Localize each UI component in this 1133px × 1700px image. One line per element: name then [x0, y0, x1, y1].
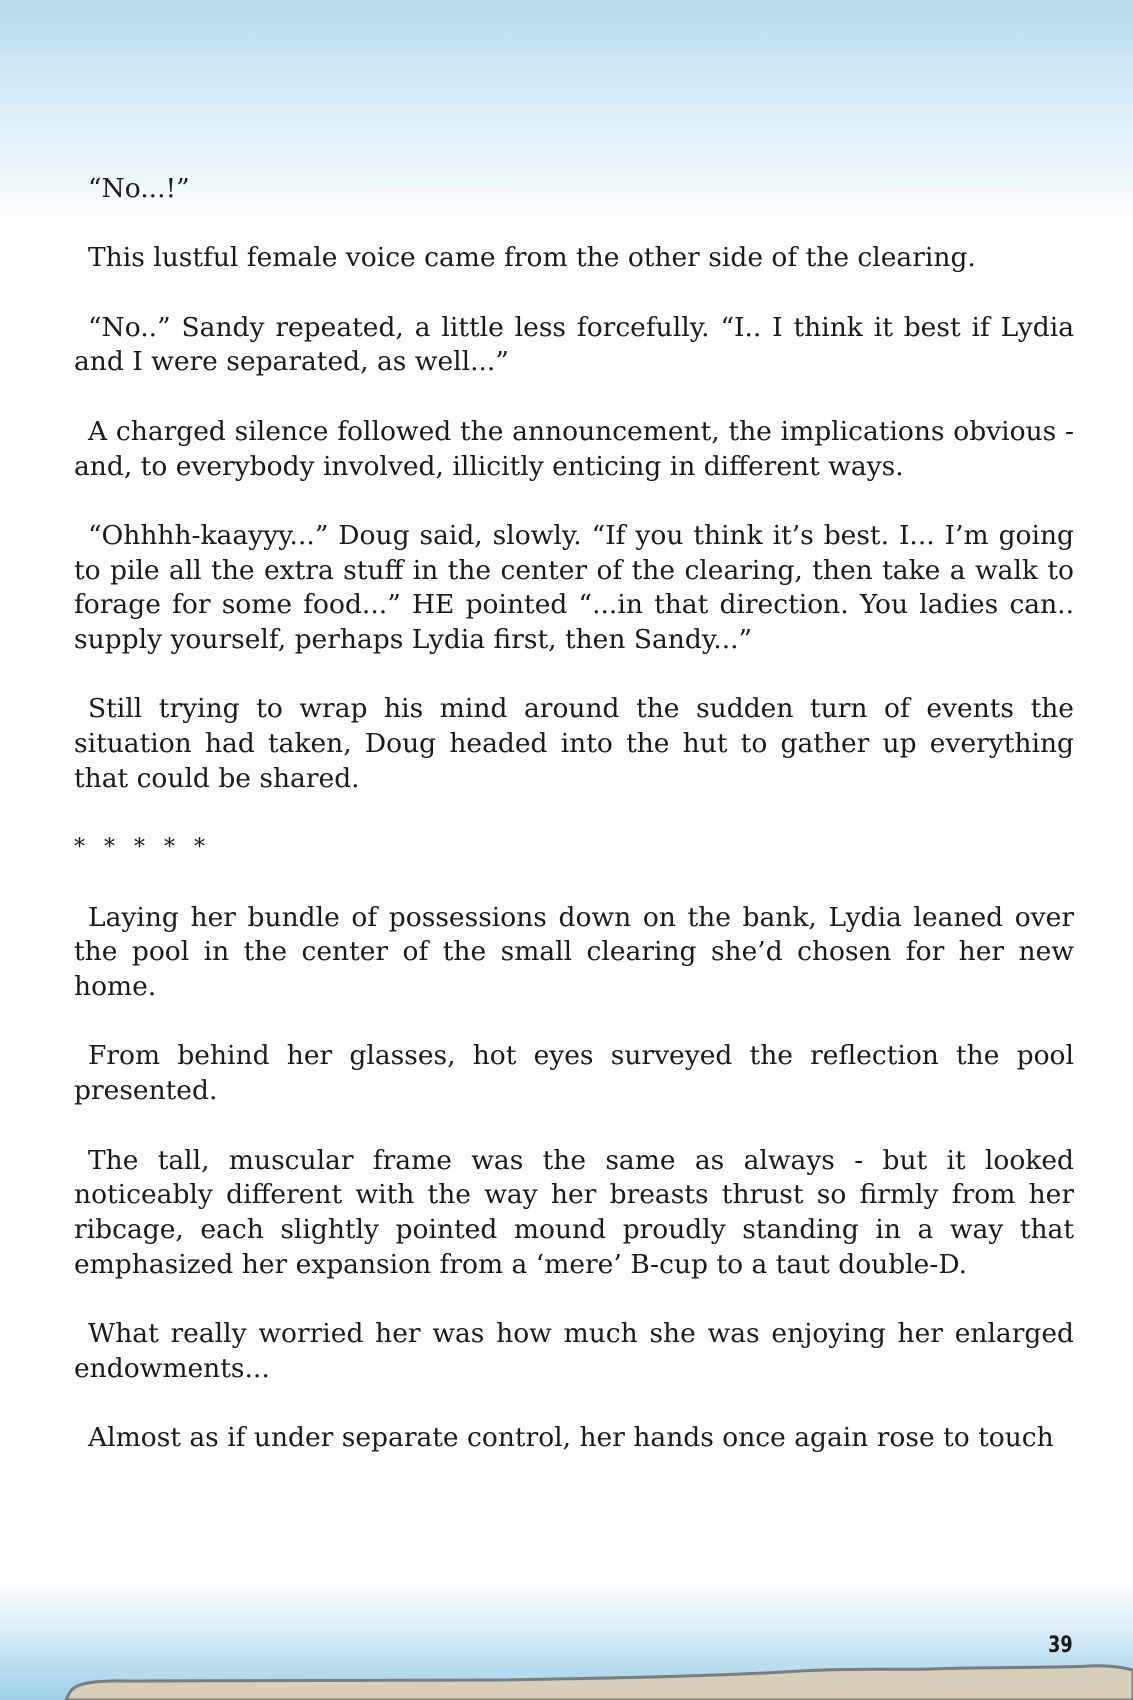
paragraph-1: “No...!”: [88, 173, 190, 204]
paragraph-8: From behind her glasses, hot eyes surveyed the reflection the pool presented.: [74, 1040, 1074, 1107]
story-text: [74, 172, 1074, 1491]
paragraph-11: Almost as if under separate control, her hands once again rose to touch: [88, 1422, 1054, 1454]
paragraph-3: “No..” Sandy repeated, a little less forcefully. “I.. I think it best if Lydia and I were separated, as well...”: [74, 311, 1074, 378]
paragraph-5: “Ohhhh-kaayyy...” Doug said, slowly. “If you think it’s best. I... I’m going to pile all the extra stuff in the center of the clearing, then take a walk to forage for some food...” HE pointed “...in that direction. You ladies can.. supply yourself, perhaps Lydia first, then Sandy...”: [74, 519, 1074, 656]
paragraph-4: A charged silence followed the announcement, the implications obvious - and, to everybody involved, illicitly enticing in different ways.: [74, 415, 1074, 482]
page-number: 39: [1048, 1633, 1073, 1658]
paragraph-2: This lustful female voice came from the other side of the clearing.: [88, 242, 976, 274]
scene-break: * * * * *: [74, 835, 211, 861]
paragraph-10: What really worried her was how much she was enjoying her enlarged endowments...: [74, 1318, 1074, 1384]
paragraph-9: The tall, muscular frame was the same as always - but it looked noticeably different with the way her breasts thrust so firmly from her ribcage, each slightly pointed mound proudly standing in a way that emphasized her expansion from a ‘mere’ B-cup to a taut double-D.: [74, 1144, 1074, 1280]
paragraph-6: Still trying to wrap his mind around the sudden turn of events the situation had taken, Doug headed into the hut to gather up everything that could be shared.: [74, 693, 1074, 794]
paragraph-7: Laying her bundle of possessions down on the bank, Lydia leaned over the pool in the center of the small clearing she’d chosen for her new home.: [74, 901, 1074, 1003]
sand-bank-illustration: [0, 1650, 1133, 1700]
